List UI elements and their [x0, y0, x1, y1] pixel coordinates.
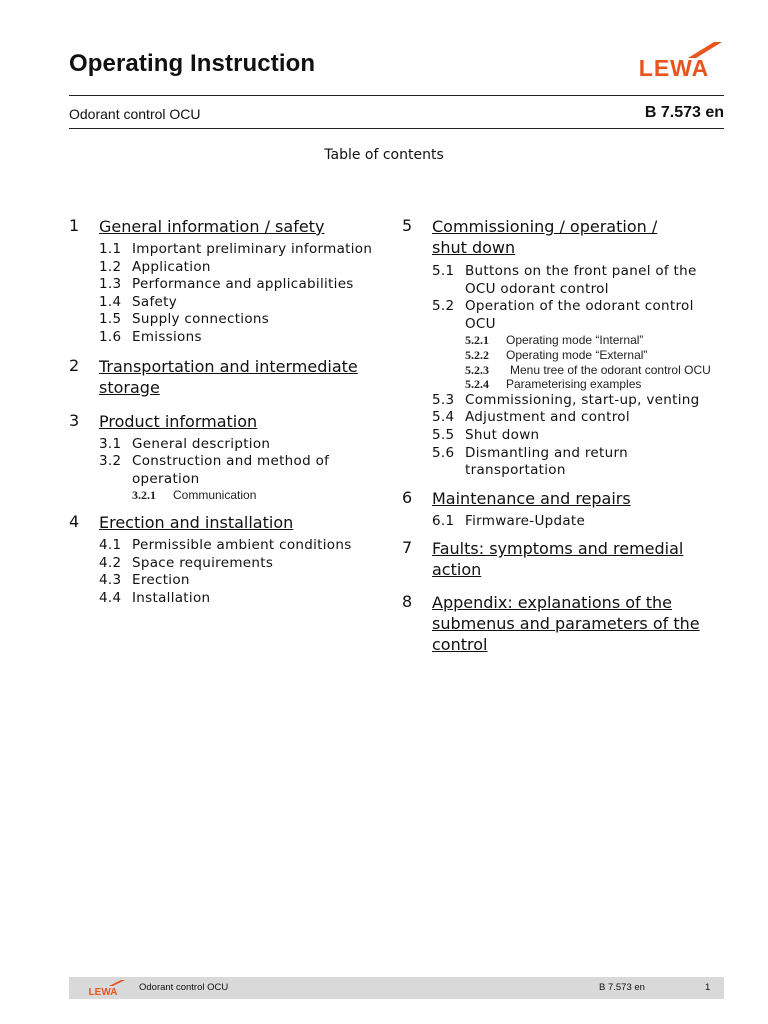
- section-title: Dismantling and return transportation: [465, 444, 628, 479]
- toc-section[interactable]: [99, 241, 389, 259]
- section-title: Shut down: [465, 426, 540, 443]
- section-title: Construction and method of operation: [132, 453, 330, 487]
- toc-section[interactable]: [432, 392, 728, 410]
- subsection-title: Communication: [173, 488, 257, 503]
- subsection-title: Menu tree of the odorant control OCU: [510, 362, 711, 377]
- section-number: 4.2: [99, 554, 122, 571]
- header-rule-top: [69, 95, 724, 96]
- section-number: 4.3: [99, 572, 122, 589]
- chapter-link[interactable]: Transportation and intermediate storage: [99, 356, 358, 397]
- toc-chapter: [69, 216, 389, 237]
- footer-logo-text: LEWA: [88, 987, 118, 997]
- chapter-link[interactable]: Faults: symptoms and remedial action: [432, 539, 684, 580]
- toc-chapter: [69, 411, 389, 432]
- section-number: 1.3: [99, 276, 122, 293]
- document-subtitle: Odorant control OCU: [69, 106, 201, 122]
- section-title: Safety: [132, 293, 177, 310]
- section-title: Emissions: [132, 328, 202, 345]
- section-number: 1.6: [99, 328, 122, 345]
- section-number: 5.1: [432, 263, 455, 279]
- document-number: B 7.573 en: [644, 104, 724, 121]
- section-title: Commissioning, start-up, venting: [465, 391, 700, 408]
- toc-section[interactable]: [99, 537, 389, 555]
- toc-section[interactable]: [99, 436, 389, 454]
- toc-section[interactable]: [432, 427, 728, 445]
- toc-section[interactable]: [99, 259, 389, 277]
- toc-section[interactable]: [432, 445, 728, 480]
- section-number: 5.3: [432, 391, 455, 408]
- section-title: Application: [132, 258, 211, 275]
- subsection-title: Parameterising examples: [506, 377, 642, 392]
- lewa-logo: [622, 40, 726, 82]
- chapter-number: 5: [402, 216, 413, 235]
- section-title: Important preliminary information: [132, 241, 373, 257]
- chapter-number: 4: [69, 511, 80, 531]
- section-number: 4.1: [99, 536, 122, 553]
- header-rule-bottom: [69, 128, 724, 129]
- section-title: Adjustment and control: [465, 409, 630, 426]
- toc-subsection[interactable]: [132, 488, 389, 503]
- section-number: 6.1: [432, 512, 455, 529]
- section-title: Operation of the odorant control OCU: [465, 298, 694, 332]
- logo-text: LEWA: [638, 55, 710, 81]
- subsection-title: Operating mode “Internal”: [506, 333, 644, 348]
- toc-chapter: [69, 356, 389, 398]
- chapter-link[interactable]: Commissioning / operation / shut down: [432, 217, 658, 257]
- toc-chapter: [69, 512, 389, 533]
- section-number: 5.4: [432, 409, 455, 426]
- chapter-number: 7: [402, 538, 413, 558]
- toc-subsection[interactable]: [465, 333, 728, 348]
- section-number: 5.5: [432, 426, 455, 443]
- toc-section[interactable]: [432, 513, 728, 531]
- subsection-title: Operating mode “External”: [506, 347, 648, 362]
- footer-document-number: B 7.573 en: [599, 982, 645, 993]
- section-number: 1.4: [99, 293, 122, 310]
- section-title: Installation: [132, 589, 211, 606]
- toc-section[interactable]: [99, 294, 389, 312]
- chapter-link[interactable]: Appendix: explanations of the submenus and parameters of the control: [432, 593, 700, 655]
- toc-chapter: [402, 488, 728, 509]
- section-number: 3.2: [99, 453, 122, 470]
- section-number: 1.5: [99, 311, 122, 328]
- toc-chapter: [402, 216, 728, 258]
- chapter-link[interactable]: General information / safety: [99, 217, 325, 236]
- toc-section[interactable]: [99, 590, 389, 608]
- toc-section[interactable]: [432, 263, 728, 298]
- toc-chapter: [402, 538, 728, 580]
- page-footer: [69, 977, 724, 999]
- chapter-number: 8: [402, 592, 413, 612]
- chapter-number: 1: [69, 216, 80, 235]
- section-number: 5.2: [432, 298, 455, 315]
- section-number: 1.2: [99, 258, 122, 275]
- chapter-link[interactable]: Product information: [99, 411, 258, 431]
- chapter-number: 3: [69, 410, 80, 430]
- toc-section[interactable]: [99, 555, 389, 573]
- page-title: Operating Instruction: [69, 50, 316, 77]
- section-number: 4.4: [99, 589, 122, 606]
- chapter-number: 2: [69, 355, 80, 375]
- toc-chapter: [402, 592, 728, 655]
- subsection-number: 5.2.1: [465, 333, 489, 348]
- section-number: 5.6: [432, 444, 455, 461]
- toc-subsection[interactable]: [465, 348, 728, 363]
- chapter-number: 6: [402, 487, 413, 507]
- subsection-number: 5.2.4: [465, 377, 489, 392]
- footer-page-number: 1: [705, 982, 711, 993]
- section-title: Supply connections: [132, 311, 270, 328]
- toc-section[interactable]: [432, 298, 728, 333]
- section-title: Space requirements: [132, 554, 274, 571]
- toc-section[interactable]: [99, 453, 389, 488]
- toc-heading: Table of contents: [324, 147, 444, 163]
- section-number: 3.1: [99, 435, 122, 452]
- section-title: General description: [132, 435, 271, 452]
- subsection-number: 5.2.2: [465, 347, 489, 362]
- subsection-number: 3.2.1: [132, 488, 156, 503]
- toc-left-column: [69, 216, 389, 607]
- subsection-number: 5.2.3: [465, 362, 489, 377]
- toc-section[interactable]: [432, 409, 728, 427]
- chapter-link[interactable]: Maintenance and repairs: [432, 488, 631, 508]
- footer-title: Odorant control OCU: [139, 982, 229, 993]
- section-title: Permissible ambient conditions: [132, 536, 352, 553]
- section-title: Erection: [132, 572, 190, 589]
- toc-section[interactable]: [99, 329, 389, 347]
- toc-subsection[interactable]: [465, 377, 728, 392]
- chapter-link[interactable]: Erection and installation: [99, 512, 294, 532]
- toc-right-column: [402, 216, 728, 655]
- toc-subsection[interactable]: [465, 363, 728, 378]
- section-title: Firmware-Update: [465, 512, 586, 529]
- toc-section[interactable]: [99, 572, 389, 590]
- toc-section[interactable]: [99, 276, 389, 294]
- section-number: 1.1: [99, 241, 122, 257]
- section-title: Buttons on the front panel of the OCU odorant control: [465, 263, 697, 297]
- toc-section[interactable]: [99, 311, 389, 329]
- footer-lewa-logo: [79, 980, 129, 997]
- section-title: Performance and applicabilities: [132, 276, 354, 293]
